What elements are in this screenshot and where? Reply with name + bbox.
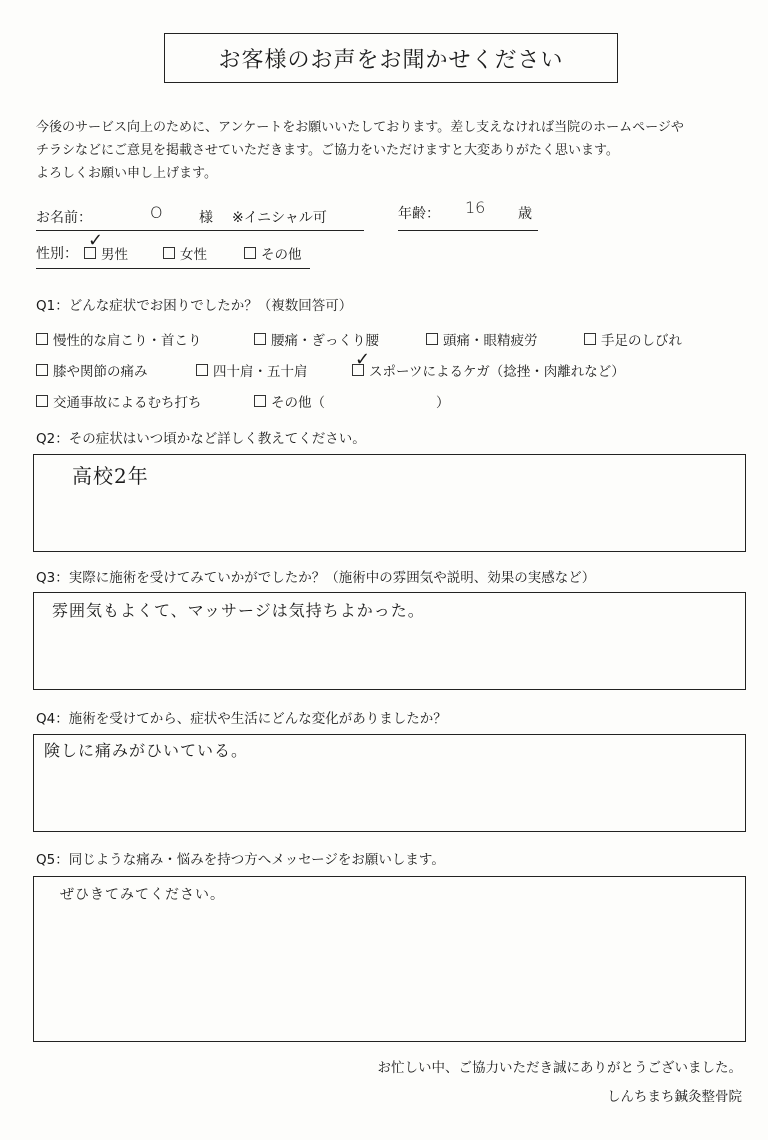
question-3: Q3：実際に施術を受けてみていかがでしたか？（施術中の雰囲気や説明、効果の実感など） (36, 570, 596, 586)
gender-option-other[interactable] (244, 243, 302, 263)
checkbox[interactable] (584, 333, 596, 345)
q1-option[interactable] (36, 391, 202, 411)
q1-option[interactable] (196, 360, 308, 380)
checkbox[interactable] (163, 247, 175, 259)
intro-line: よろしくお願い申し上げます。 (36, 166, 217, 181)
checkbox[interactable] (254, 395, 266, 407)
name-note: ※イニシャル可 (232, 210, 327, 226)
intro-line: チラシなどにご意見を掲載させていただきます。ご協力をいただけますと大変ありがたく思います。 (36, 143, 619, 158)
checkbox[interactable] (244, 247, 256, 259)
option-label: 腰痛・ぎっくり腰 (271, 333, 379, 349)
gender-label: 性別： (36, 246, 78, 262)
name-value: O (150, 203, 163, 222)
intro-text (36, 116, 736, 185)
clinic-name: しんちまち鍼灸整骨院 (607, 1089, 742, 1105)
option-label: その他 (261, 247, 302, 263)
option-label: 慢性的な肩こり・首こり (53, 333, 202, 349)
question-5: Q5：同じような痛み・悩みを持つ方へメッセージをお願いします。 (36, 852, 445, 868)
intro-line: 今後のサービス向上のために、アンケートをお願いいたしております。差し支えなければ当院のホームページや (36, 120, 684, 135)
check-mark-icon: ✓ (355, 349, 371, 370)
option-label: 交通事故によるむち打ち (53, 395, 202, 411)
name-suffix: 様 (199, 210, 213, 226)
survey-title: お客様のお声をお聞かせください (164, 33, 618, 83)
q1-option[interactable] (36, 360, 148, 380)
option-label: スポーツによるケガ（捻挫・肉離れなど） (369, 364, 625, 380)
q1-option[interactable] (584, 329, 682, 349)
option-label: 頭痛・眼精疲労 (443, 333, 538, 349)
question-4: Q4：施術を受けてから、症状や生活にどんな変化がありましたか？ (36, 711, 447, 727)
answer-q3: 雰囲気もよくて、マッサージは気持ちよかった。 (52, 601, 425, 620)
option-label: 膝や関節の痛み (53, 364, 148, 380)
option-label: 女性 (180, 247, 207, 263)
age-value: 16 (465, 198, 486, 217)
checkbox[interactable] (36, 333, 48, 345)
question-1: Q1：どんな症状でお困りでしたか？（複数回答可） (36, 298, 353, 314)
q1-other-close: ） (436, 395, 450, 411)
age-label: 年齢： (398, 206, 440, 222)
option-label: 男性 (101, 247, 128, 263)
q1-option[interactable] (426, 329, 538, 349)
checkbox[interactable] (426, 333, 438, 345)
name-label: お名前： (36, 210, 92, 226)
gender-option-female[interactable] (163, 243, 207, 263)
answer-q2: 高校2年 (72, 464, 149, 488)
checkbox[interactable] (196, 364, 208, 376)
option-label: 手足のしびれ (601, 333, 682, 349)
thank-you-text: お忙しい中、ご協力いただき誠にありがとうございました。 (377, 1060, 742, 1076)
answer-q4: 険しに痛みがひいている。 (44, 741, 249, 760)
checkbox[interactable] (254, 333, 266, 345)
checkbox[interactable] (36, 364, 48, 376)
option-label: 四十肩・五十肩 (213, 364, 308, 380)
q1-option-selected[interactable] (352, 360, 625, 380)
q1-option[interactable] (254, 329, 379, 349)
answer-q5: ぜひきてみてください。 (60, 887, 225, 903)
q1-option[interactable] (36, 329, 202, 349)
checkbox[interactable] (36, 395, 48, 407)
q1-option-other[interactable] (254, 391, 325, 411)
check-mark-icon: ✓ (88, 230, 104, 251)
question-2: Q2：その症状はいつ頃かなど詳しく教えてください。 (36, 431, 366, 447)
option-label: その他（ (271, 395, 325, 411)
age-suffix: 歳 (518, 206, 532, 222)
